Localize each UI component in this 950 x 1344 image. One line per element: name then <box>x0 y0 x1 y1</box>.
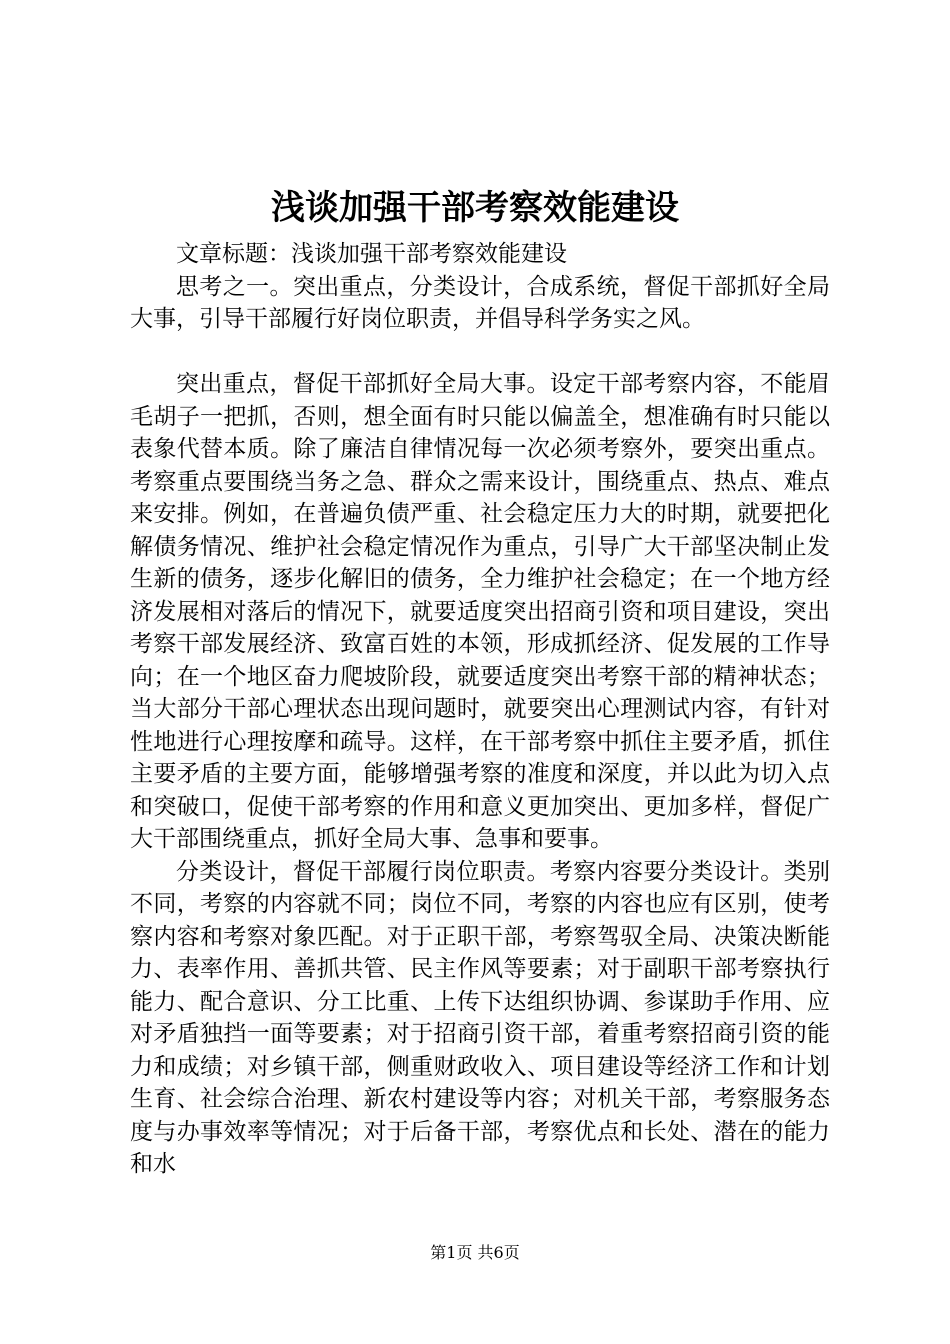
page-number-footer: 第1页 共6页 <box>430 1243 520 1262</box>
paragraph-thought-one: 思考之一。突出重点，分类设计，合成系统，督促干部抓好全局大事，引导干部履行好岗位职责，并倡导科学务实之风。 <box>130 273 830 332</box>
article-title-line: 文章标题：浅谈加强干部考察效能建设 <box>176 241 567 267</box>
document-title: 浅谈加强干部考察效能建设 <box>271 188 679 228</box>
paragraph-highlight-focus: 突出重点，督促干部抓好全局大事。设定干部考察内容，不能眉毛胡子一把抓，否则，想全面有时只能以偏盖全，想准确有时只能以表象代替本质。除了廉洁自律情况每一次必须考察外，要突出重点。考察重点要围绕当务之急、群众之需来设计，围绕重点、热点、难点来安排。例如，在普遍负债严重、社会稳定压力大的时期，就要把化解债务情况、维护社会稳定情况作为重点，引导广大干部坚决制止发生新的债务，逐步化解旧的债务，全力维护社会稳定；在一个地方经济发展相对落后的情况下，就要适度突出招商引资和项目建设，突出考察干部发展经济、致富百姓的本领，形成抓经济、促发展的工作导向；在一个地区奋力爬坡阶段，就要适度突出考察干部的精神状态；当大部分干部心理状态出现问题时，就要突出心理测试内容，有针对性地进行心理按摩和疏导。这样，在干部考察中抓住主要矛盾，抓住主要矛盾的主要方面，能够增强考察的准度和深度，并以此为切入点和突破口，促使干部考察的作用和意义更加突出、更加多样，督促广大干部围绕重点，抓好全局大事、急事和要事。 <box>130 371 830 852</box>
document-body <box>130 238 830 1181</box>
paragraph-classified-design: 分类设计，督促干部履行岗位职责。考察内容要分类设计。类别不同，考察的内容就不同；岗位不同，考察的内容也应有区别，使考察内容和考察对象匹配。对于正职干部，考察驾驭全局、决策决断能力、表率作用、善抓共管、民主作风等要素；对于副职干部考察执行能力、配合意识、分工比重、上传下达组织协调、参谋助手作用、应对矛盾独挡一面等要素；对于招商引资干部，着重考察招商引资的能力和成绩；对乡镇干部，侧重财政收入、项目建设等经济工作和计划生育、社会综合治理、新农村建设等内容；对机关干部，考察服务态度与办事效率等情况；对于后备干部，考察优点和长处、潜在的能力和水 <box>130 858 830 1177</box>
blank-line <box>130 336 830 369</box>
